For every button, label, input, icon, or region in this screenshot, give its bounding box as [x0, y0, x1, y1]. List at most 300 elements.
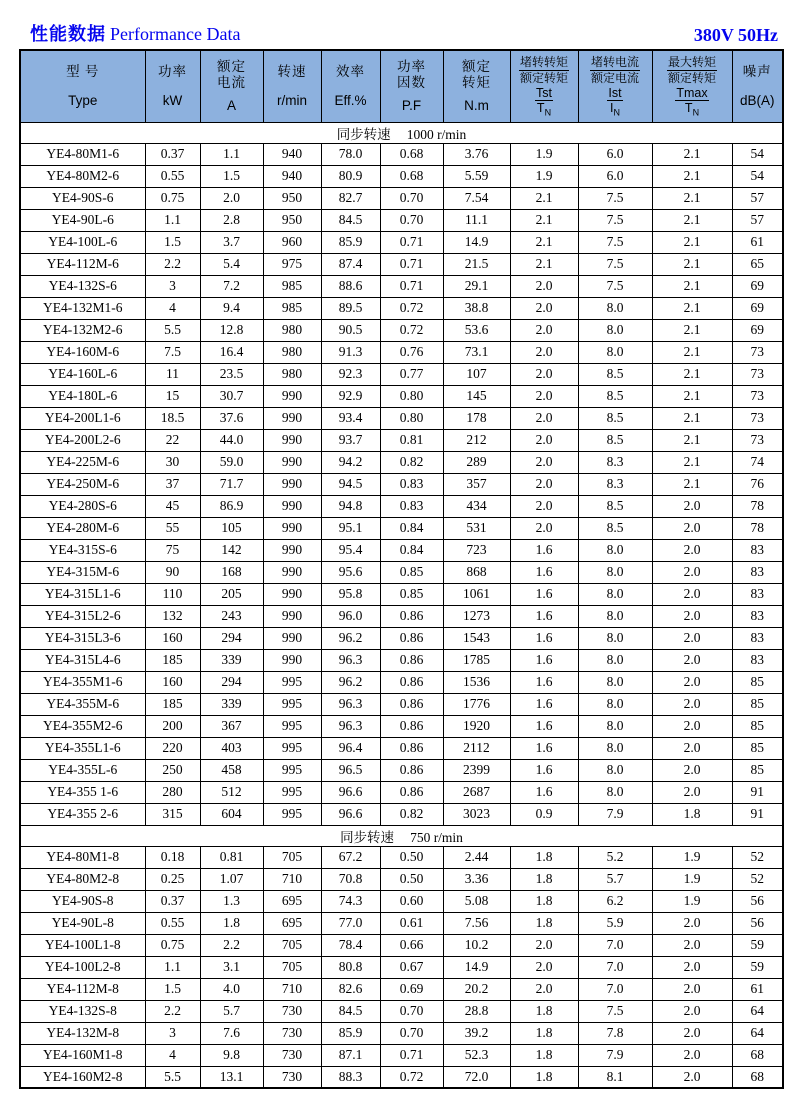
value-cell: 1.6 [510, 649, 578, 671]
table-row [20, 1022, 783, 1044]
value-cell: 0.86 [380, 649, 443, 671]
type-cell: YE4-90S-8 [20, 890, 145, 912]
value-cell: 990 [263, 627, 321, 649]
value-cell: 74 [732, 451, 783, 473]
value-cell: 7.9 [578, 1044, 652, 1066]
value-cell: 29.1 [443, 275, 510, 297]
value-cell: 2.0 [510, 495, 578, 517]
value-cell: 80.8 [321, 956, 380, 978]
value-cell: 695 [263, 890, 321, 912]
value-cell: 80.9 [321, 165, 380, 187]
section-header-row [20, 122, 783, 143]
value-cell: 710 [263, 978, 321, 1000]
value-cell: 59 [732, 956, 783, 978]
value-cell: 92.9 [321, 385, 380, 407]
value-cell: 0.69 [380, 978, 443, 1000]
value-cell: 0.86 [380, 627, 443, 649]
value-cell: 2.0 [652, 715, 732, 737]
value-cell: 94.5 [321, 473, 380, 495]
value-cell: 65 [732, 253, 783, 275]
value-cell: 0.81 [380, 429, 443, 451]
value-cell: 990 [263, 429, 321, 451]
value-cell: 1.8 [200, 912, 263, 934]
value-cell: 70.8 [321, 868, 380, 890]
value-cell: 96.4 [321, 737, 380, 759]
value-cell: 6.0 [578, 143, 652, 165]
value-cell: 1273 [443, 605, 510, 627]
value-cell: 0.84 [380, 539, 443, 561]
value-cell: 0.70 [380, 187, 443, 209]
value-cell: 13.1 [200, 1066, 263, 1088]
value-cell: 72.0 [443, 1066, 510, 1088]
value-cell: 0.86 [380, 759, 443, 781]
value-cell: 2.0 [510, 407, 578, 429]
value-cell: 52 [732, 868, 783, 890]
value-cell: 160 [145, 671, 200, 693]
value-cell: 1.07 [200, 868, 263, 890]
value-cell: 8.5 [578, 407, 652, 429]
value-cell: 95.6 [321, 561, 380, 583]
value-cell: 8.0 [578, 781, 652, 803]
value-cell: 91 [732, 803, 783, 825]
value-cell: 0.71 [380, 275, 443, 297]
value-cell: 250 [145, 759, 200, 781]
value-cell: 37.6 [200, 407, 263, 429]
value-cell: 84.5 [321, 1000, 380, 1022]
value-cell: 8.1 [578, 1066, 652, 1088]
table-row [20, 143, 783, 165]
page-title-en: Performance Data [110, 24, 241, 44]
value-cell: 940 [263, 143, 321, 165]
value-cell: 185 [145, 649, 200, 671]
value-cell: 990 [263, 517, 321, 539]
value-cell: 21.5 [443, 253, 510, 275]
type-cell: YE4-112M-6 [20, 253, 145, 275]
table-header-row [20, 50, 783, 122]
type-cell: YE4-160L-6 [20, 363, 145, 385]
table-row [20, 539, 783, 561]
value-cell: 23.5 [200, 363, 263, 385]
value-cell: 0.37 [145, 890, 200, 912]
value-cell: 2.0 [652, 561, 732, 583]
section-label-cn: 同步转速 [336, 126, 391, 142]
value-cell: 78.0 [321, 143, 380, 165]
value-cell: 8.5 [578, 517, 652, 539]
value-cell: 2.1 [652, 407, 732, 429]
value-cell: 2.0 [652, 781, 732, 803]
header-tmax-denominator-cn: 额定转矩 [667, 70, 716, 85]
header-cell-ist-in-ratio [578, 50, 652, 122]
value-cell: 8.0 [578, 341, 652, 363]
value-cell: 61 [732, 978, 783, 1000]
value-cell: 9.4 [200, 297, 263, 319]
value-cell: 15 [145, 385, 200, 407]
value-cell: 950 [263, 209, 321, 231]
value-cell: 168 [200, 561, 263, 583]
table-row [20, 319, 783, 341]
value-cell: 73 [732, 429, 783, 451]
value-cell: 8.0 [578, 671, 652, 693]
value-cell: 57 [732, 187, 783, 209]
performance-data-table [19, 49, 784, 1089]
value-cell: 950 [263, 187, 321, 209]
table-row [20, 187, 783, 209]
value-cell: 5.2 [578, 846, 652, 868]
value-cell: 95.1 [321, 517, 380, 539]
value-cell: 2.0 [652, 539, 732, 561]
value-cell: 2.0 [510, 341, 578, 363]
value-cell: 2.0 [652, 649, 732, 671]
title-bar [30, 24, 778, 46]
value-cell: 1.8 [510, 890, 578, 912]
value-cell: 90 [145, 561, 200, 583]
value-cell: 990 [263, 561, 321, 583]
value-cell: 52.3 [443, 1044, 510, 1066]
value-cell: 0.77 [380, 363, 443, 385]
table-body [20, 122, 783, 1088]
header-tst-numerator-cn: 堵转转矩 [519, 54, 568, 69]
value-cell: 85 [732, 715, 783, 737]
value-cell: 85.9 [321, 1022, 380, 1044]
value-cell: 1.6 [510, 737, 578, 759]
value-cell: 0.83 [380, 495, 443, 517]
value-cell: 990 [263, 495, 321, 517]
value-cell: 2.1 [652, 253, 732, 275]
value-cell: 2.1 [510, 253, 578, 275]
value-cell: 96.2 [321, 627, 380, 649]
value-cell: 0.72 [380, 1066, 443, 1088]
header-cell-tmax-tn-ratio [652, 50, 732, 122]
value-cell: 0.71 [380, 253, 443, 275]
value-cell: 1.9 [510, 165, 578, 187]
value-cell: 93.4 [321, 407, 380, 429]
value-cell: 78.4 [321, 934, 380, 956]
value-cell: 1.6 [510, 539, 578, 561]
value-cell: 0.25 [145, 868, 200, 890]
type-cell: YE4-250M-6 [20, 473, 145, 495]
value-cell: 8.0 [578, 649, 652, 671]
value-cell: 0.80 [380, 385, 443, 407]
value-cell: 185 [145, 693, 200, 715]
table-row [20, 473, 783, 495]
value-cell: 2.1 [510, 231, 578, 253]
value-cell: 1.6 [510, 627, 578, 649]
value-cell: 8.0 [578, 539, 652, 561]
value-cell: 315 [145, 803, 200, 825]
type-cell: YE4-355 1-6 [20, 781, 145, 803]
header-pf-unit: P.F [401, 98, 422, 114]
value-cell: 8.0 [578, 627, 652, 649]
type-cell: YE4-132S-6 [20, 275, 145, 297]
header-noise-unit: dB(A) [739, 93, 775, 109]
value-cell: 91 [732, 781, 783, 803]
value-cell: 1.6 [510, 583, 578, 605]
value-cell: 9.8 [200, 1044, 263, 1066]
type-cell: YE4-355 2-6 [20, 803, 145, 825]
header-speed-unit: r/min [277, 93, 307, 109]
table-row [20, 165, 783, 187]
type-cell: YE4-90L-8 [20, 912, 145, 934]
value-cell: 14.9 [443, 956, 510, 978]
header-cell-efficiency [321, 50, 380, 122]
value-cell: 142 [200, 539, 263, 561]
value-cell: 37 [145, 473, 200, 495]
value-cell: 59.0 [200, 451, 263, 473]
value-cell: 0.85 [380, 583, 443, 605]
value-cell: 2.1 [652, 385, 732, 407]
header-cell-type [20, 50, 145, 122]
type-cell: YE4-100L-6 [20, 231, 145, 253]
value-cell: 64 [732, 1000, 783, 1022]
header-type-en: Type [68, 93, 98, 109]
value-cell: 52 [732, 846, 783, 868]
header-tmax-numerator-cn: 最大转矩 [667, 54, 716, 69]
value-cell: 83 [732, 561, 783, 583]
value-cell: 2.0 [652, 517, 732, 539]
type-cell: YE4-160M1-8 [20, 1044, 145, 1066]
type-cell: YE4-355L1-6 [20, 737, 145, 759]
value-cell: 604 [200, 803, 263, 825]
value-cell: 0.68 [380, 165, 443, 187]
value-cell: 995 [263, 759, 321, 781]
table-row [20, 781, 783, 803]
value-cell: 2.0 [652, 934, 732, 956]
value-cell: 995 [263, 693, 321, 715]
value-cell: 14.9 [443, 231, 510, 253]
type-cell: YE4-280M-6 [20, 517, 145, 539]
value-cell: 0.61 [380, 912, 443, 934]
value-cell: 0.81 [200, 846, 263, 868]
value-cell: 95.8 [321, 583, 380, 605]
value-cell: 0.76 [380, 341, 443, 363]
value-cell: 8.0 [578, 297, 652, 319]
value-cell: 212 [443, 429, 510, 451]
header-torque-unit: N.m [464, 98, 489, 114]
header-pf-cn2: 因数 [397, 74, 426, 90]
value-cell: 85 [732, 759, 783, 781]
value-cell: 1.6 [510, 561, 578, 583]
value-cell: 8.5 [578, 385, 652, 407]
value-cell: 205 [200, 583, 263, 605]
type-cell: YE4-355L-6 [20, 759, 145, 781]
value-cell: 7.5 [578, 209, 652, 231]
value-cell: 8.0 [578, 605, 652, 627]
value-cell: 78 [732, 517, 783, 539]
value-cell: 990 [263, 385, 321, 407]
value-cell: 8.0 [578, 693, 652, 715]
value-cell: 44.0 [200, 429, 263, 451]
header-ist-denominator-cn: 额定电流 [590, 70, 639, 85]
value-cell: 0.55 [145, 165, 200, 187]
value-cell: 8.0 [578, 319, 652, 341]
header-power-cn: 功率 [158, 64, 187, 80]
value-cell: 2.1 [652, 451, 732, 473]
table-row [20, 495, 783, 517]
value-cell: 6.2 [578, 890, 652, 912]
value-cell: 85 [732, 671, 783, 693]
value-cell: 2.0 [652, 1000, 732, 1022]
value-cell: 2.0 [510, 385, 578, 407]
value-cell: 54 [732, 143, 783, 165]
value-cell: 1061 [443, 583, 510, 605]
value-cell: 0.86 [380, 605, 443, 627]
value-cell: 2.2 [200, 934, 263, 956]
header-noise-cn: 噪声 [742, 64, 772, 80]
value-cell: 2.1 [652, 429, 732, 451]
value-cell: 7.5 [578, 187, 652, 209]
value-cell: 96.6 [321, 781, 380, 803]
value-cell: 28.8 [443, 1000, 510, 1022]
header-tst-denominator-cn: 额定转矩 [519, 70, 568, 85]
value-cell: 995 [263, 737, 321, 759]
type-cell: YE4-80M1-8 [20, 846, 145, 868]
value-cell: 280 [145, 781, 200, 803]
type-cell: YE4-160M2-8 [20, 1066, 145, 1088]
value-cell: 0.86 [380, 671, 443, 693]
value-cell: 2.1 [510, 209, 578, 231]
value-cell: 76 [732, 473, 783, 495]
value-cell: 82.7 [321, 187, 380, 209]
type-cell: YE4-315L3-6 [20, 627, 145, 649]
value-cell: 83 [732, 605, 783, 627]
value-cell: 5.5 [145, 319, 200, 341]
value-cell: 868 [443, 561, 510, 583]
value-cell: 78 [732, 495, 783, 517]
value-cell: 2.0 [510, 275, 578, 297]
value-cell: 2.1 [652, 341, 732, 363]
header-ist-denominator-sym: $I_N$ [610, 101, 620, 118]
value-cell: 45 [145, 495, 200, 517]
value-cell: 57 [732, 209, 783, 231]
header-tmax-denominator-sym: $T_N$ [684, 101, 700, 118]
value-cell: 0.72 [380, 319, 443, 341]
value-cell: 2.44 [443, 846, 510, 868]
value-cell: 1.1 [145, 956, 200, 978]
value-cell: 8.0 [578, 715, 652, 737]
value-cell: 145 [443, 385, 510, 407]
header-cell-rated-current [200, 50, 263, 122]
type-cell: YE4-315L2-6 [20, 605, 145, 627]
table-row [20, 715, 783, 737]
value-cell: 990 [263, 605, 321, 627]
value-cell: 0.50 [380, 868, 443, 890]
value-cell: 7.5 [145, 341, 200, 363]
value-cell: 990 [263, 583, 321, 605]
table-row [20, 407, 783, 429]
value-cell: 0.67 [380, 956, 443, 978]
value-cell: 86.9 [200, 495, 263, 517]
type-cell: YE4-180L-6 [20, 385, 145, 407]
table-row [20, 561, 783, 583]
table-row [20, 517, 783, 539]
value-cell: 110 [145, 583, 200, 605]
value-cell: 61 [732, 231, 783, 253]
value-cell: 1.1 [200, 143, 263, 165]
value-cell: 1.6 [510, 693, 578, 715]
value-cell: 1.8 [510, 1000, 578, 1022]
value-cell: 2687 [443, 781, 510, 803]
type-cell: YE4-80M2-8 [20, 868, 145, 890]
value-cell: 105 [200, 517, 263, 539]
value-cell: 2.0 [510, 956, 578, 978]
table-row [20, 890, 783, 912]
value-cell: 2.1 [652, 319, 732, 341]
value-cell: 995 [263, 803, 321, 825]
value-cell: 1.8 [510, 912, 578, 934]
value-cell: 403 [200, 737, 263, 759]
type-cell: YE4-315L4-6 [20, 649, 145, 671]
header-cell-noise [732, 50, 783, 122]
table-row [20, 363, 783, 385]
value-cell: 74.3 [321, 890, 380, 912]
value-cell: 16.4 [200, 341, 263, 363]
value-cell: 339 [200, 693, 263, 715]
type-cell: YE4-315M-6 [20, 561, 145, 583]
value-cell: 1.6 [510, 781, 578, 803]
header-current-unit: A [226, 98, 236, 114]
value-cell: 8.3 [578, 473, 652, 495]
value-cell: 985 [263, 297, 321, 319]
table-row [20, 605, 783, 627]
value-cell: 995 [263, 715, 321, 737]
value-cell: 2.2 [145, 1000, 200, 1022]
value-cell: 0.9 [510, 803, 578, 825]
value-cell: 2.0 [510, 319, 578, 341]
value-cell: 0.71 [380, 231, 443, 253]
value-cell: 2.0 [652, 1044, 732, 1066]
value-cell: 8.0 [578, 759, 652, 781]
value-cell: 85.9 [321, 231, 380, 253]
value-cell: 5.4 [200, 253, 263, 275]
value-cell: 2.0 [652, 1022, 732, 1044]
value-cell: 2.0 [652, 671, 732, 693]
value-cell: 73 [732, 407, 783, 429]
value-cell: 2.0 [652, 912, 732, 934]
value-cell: 56 [732, 890, 783, 912]
table-row [20, 934, 783, 956]
table-row [20, 649, 783, 671]
value-cell: 30.7 [200, 385, 263, 407]
header-cell-power-factor [380, 50, 443, 122]
value-cell: 2.0 [510, 978, 578, 1000]
value-cell: 8.0 [578, 737, 652, 759]
type-cell: YE4-315L1-6 [20, 583, 145, 605]
value-cell: 2.0 [652, 978, 732, 1000]
value-cell: 1.6 [510, 605, 578, 627]
value-cell: 96.3 [321, 649, 380, 671]
value-cell: 1.5 [145, 978, 200, 1000]
value-cell: 2.0 [652, 956, 732, 978]
value-cell: 8.3 [578, 451, 652, 473]
value-cell: 5.7 [578, 868, 652, 890]
value-cell: 5.59 [443, 165, 510, 187]
table-row [20, 1066, 783, 1088]
value-cell: 2.0 [652, 737, 732, 759]
type-cell: YE4-200L1-6 [20, 407, 145, 429]
value-cell: 1.6 [510, 715, 578, 737]
value-cell: 0.37 [145, 143, 200, 165]
value-cell: 4 [145, 297, 200, 319]
value-cell: 1.8 [510, 846, 578, 868]
value-cell: 6.0 [578, 165, 652, 187]
value-cell: 0.80 [380, 407, 443, 429]
value-cell: 1.6 [510, 759, 578, 781]
value-cell: 93.7 [321, 429, 380, 451]
value-cell: 531 [443, 517, 510, 539]
value-cell: 54 [732, 165, 783, 187]
value-cell: 990 [263, 451, 321, 473]
value-cell: 96.0 [321, 605, 380, 627]
